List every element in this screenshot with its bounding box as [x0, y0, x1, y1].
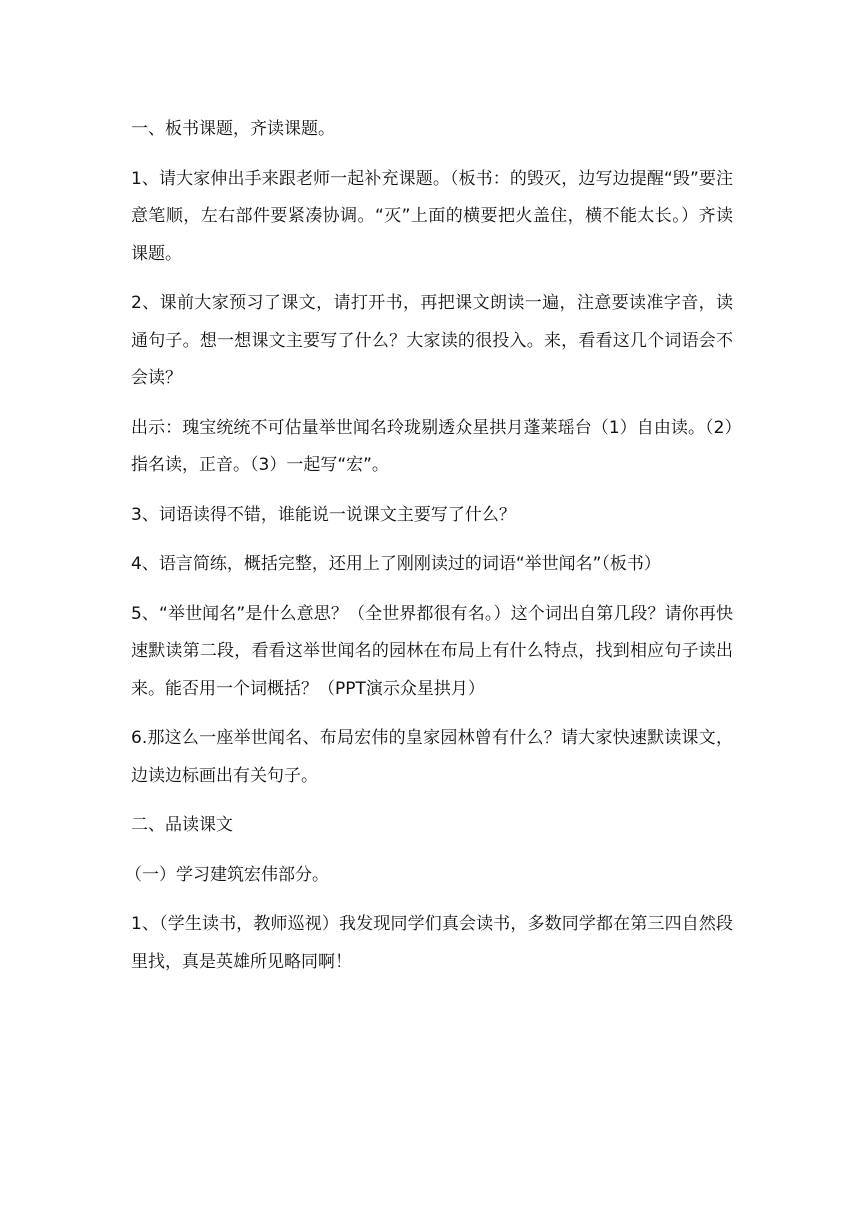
paragraph-7: 1、（学生读书，教师巡视）我发现同学们真会读书，多数同学都在第三四自然段里找，真是英雄所见略同啊！ [131, 914, 733, 972]
paragraph-2: 2、课前大家预习了课文，请打开书，再把课文朗读一遍，注意要读准字音，读通句子。想一想课文主要写了什么？大家读的很投入。来，看看这几个词语会不会读？ [131, 293, 733, 388]
paragraph-3: 3、词语读得不错，谁能说一说课文主要写了什么？ [131, 504, 516, 525]
section-heading-2: 二、品读课文 [131, 815, 233, 835]
paragraph-4: 4、语言简练，概括完整，还用上了刚刚读过的词语“举世闻名”（板书） [131, 554, 661, 574]
section-heading-1: 一、板书课题，齐读课题。 [131, 119, 335, 139]
document-page [125, 111, 733, 993]
paragraph-word-list: 出示：瑰宝统统不可估量举世闻名玲珑剔透众星拱月蓬莱瑶台（1）自由读。（2）指名读，正音。（3）一起写“宏”。 [131, 417, 733, 475]
paragraph-6: 6.那这么一座举世闻名、布局宏伟的皇家园林曾有什么？请大家快速默读课文，边读边标画出有关句子。 [131, 728, 733, 786]
paragraph-5: 5、“举世闻名”是什么意思？（全世界都很有名。）这个词出自第几段？请你再快速默读第二段，看看这举世闻名的园林在布局上有什么特点，找到相应句子读出来。能否用一个词概括？（PPT演示众星拱月） [131, 603, 733, 699]
paragraph-1: 1、请大家伸出手来跟老师一起补充课题。（板书：的毁灭，边写边提醒“毁”要注意笔顺，左右部件要紧凑协调。“灭”上面的横要把火盖住，横不能太长。）齐读课题。 [131, 168, 733, 264]
subsection-heading-1: （一）学习建筑宏伟部分。 [125, 864, 329, 885]
